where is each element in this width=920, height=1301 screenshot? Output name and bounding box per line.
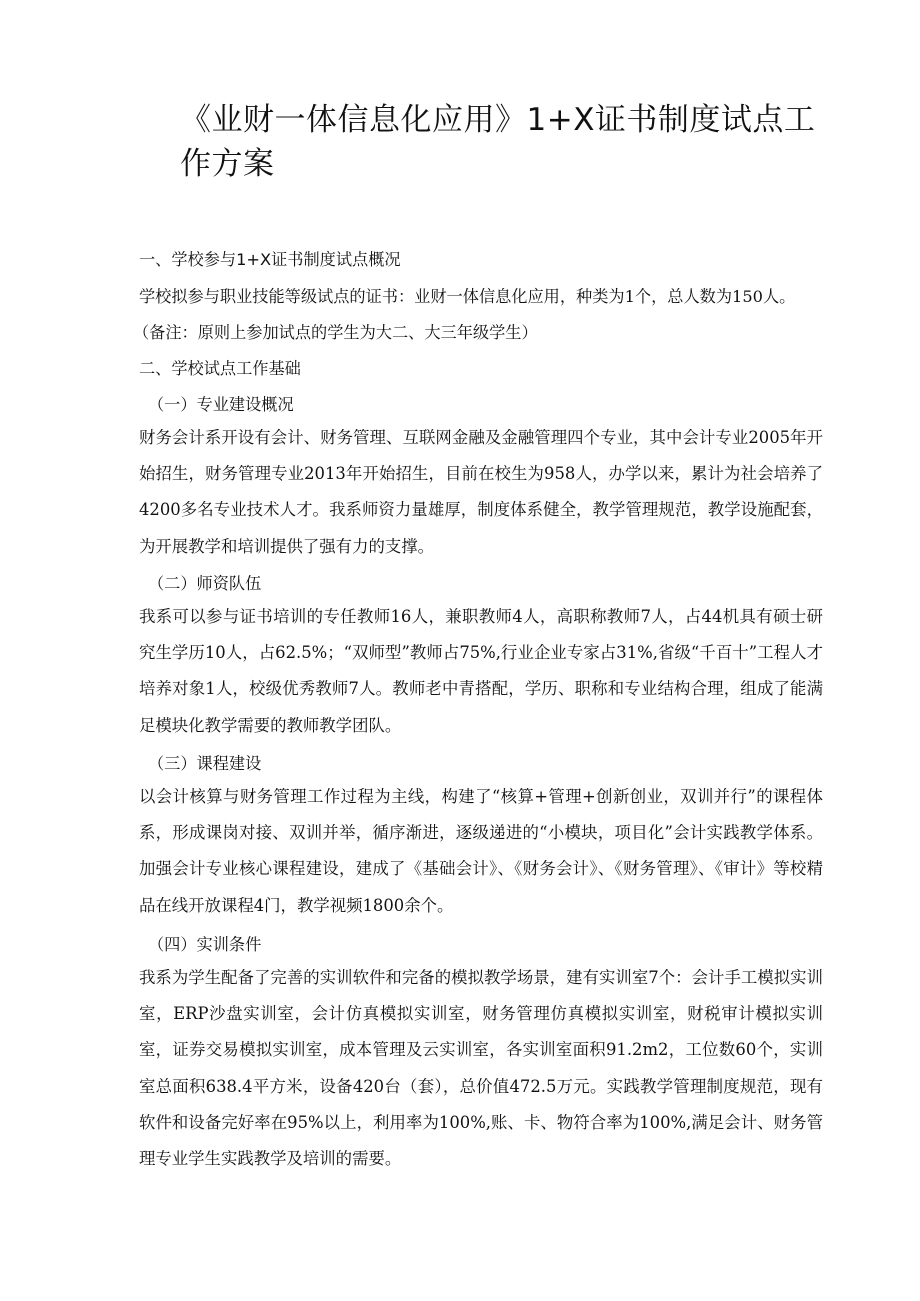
subsection-1-heading: （一）专业建设概况: [148, 395, 294, 414]
subsection-4-paragraph: 我系为学生配备了完善的实训软件和完备的模拟教学场景，建有实训室7个：会计手工模拟实训室，ERP沙盘实训室，会计仿真模拟实训室，财务管理仿真模拟实训室，财税审计模拟实训室，证券交易模拟实训室，成本管理及云实训室，各实训室面积91.2m2，工位数60个，实训室总面积638.4平方米，设备420台（套），总价值472.5万元。实践教学管理制度规范，现有软件和设备完好率在95%以上，利用率为100%,账、卡、物符合率为100%,满足会计、财务管理专业学生实践教学及培训的需要。: [139, 968, 823, 1169]
subsection-2-heading: （二）师资队伍: [148, 574, 262, 593]
section-1-note: （备注：原则上参加试点的学生为大二、大三年级学生）: [133, 323, 538, 342]
subsection-1-paragraph: 财务会计系开设有会计、财务管理、互联网金融及金融管理四个专业，其中会计专业2005年开始招生，财务管理专业2013年开始招生，目前在校生为958人，办学以来，累计为社会培养了4200多名专业技术人才。我系师资力量雄厚，制度体系健全，教学管理规范，教学设施配套，为开展教学和培训提供了强有力的支撑。: [139, 428, 823, 556]
subsection-2-paragraph: 我系可以参与证书培训的专任教师16人，兼职教师4人，高职称教师7人，占44机具有硕士研究生学历10人，占62.5%；“双师型”教师占75%,行业企业专家占31%,省级“千百十”工程人才培养对象1人，校级优秀教师7人。教师老中青搭配，学历、职称和专业结构合理，组成了能满足模块化教学需要的教师教学团队。: [139, 607, 823, 735]
subsection-3-paragraph: 以会计核算与财务管理工作过程为主线，构建了“核算+管理+创新创业，双训并行”的课程体系，形成课岗对接、双训并举，循序渐进，逐级递进的“小模块，项目化”会计实践教学体系。加强会计专业核心课程建设，建成了《基础会计》、《财务会计》、《财务管理》、《审计》等校精品在线开放课程4门，教学视频1800余个。: [139, 787, 823, 915]
section-2-heading: 二、学校试点工作基础: [139, 359, 301, 378]
section-1-heading: 一、学校参与1+X证书制度试点概况: [139, 250, 401, 269]
subsection-4-heading: （四）实训条件: [148, 935, 262, 954]
document-title: 《业财一体信息化应用》1+X证书制度试点工作方案: [180, 102, 816, 182]
section-1-certificate-line: 学校拟参与职业技能等级试点的证书：业财一体信息化应用，种类为1个，总人数为150人。: [139, 287, 796, 306]
subsection-3-heading: （三）课程建设: [148, 754, 262, 773]
